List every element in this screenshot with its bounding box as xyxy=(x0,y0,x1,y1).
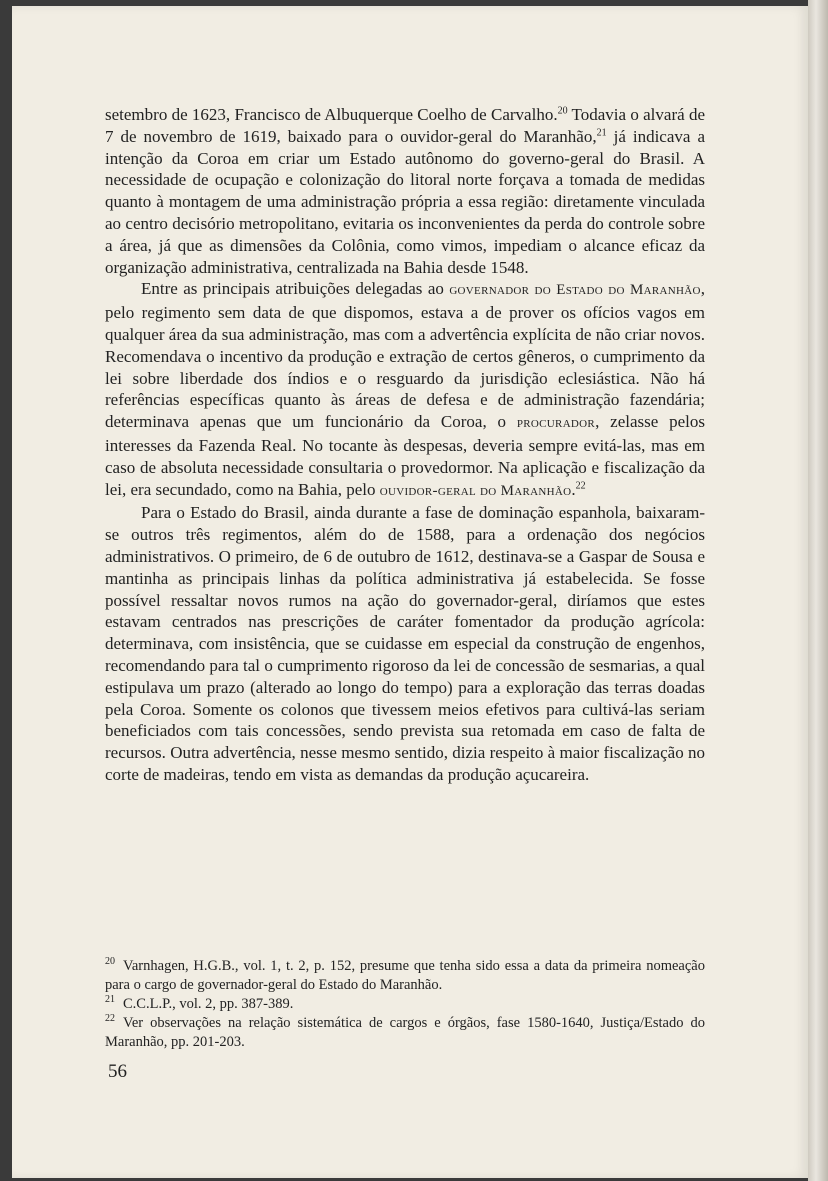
footnote-reference: 21 xyxy=(596,127,607,139)
text-run: setembro de 1623, Francisco de Albuquerque Coelho de Carvalho. xyxy=(105,105,558,124)
footnote-21 xyxy=(105,995,705,1014)
text-run: . xyxy=(571,479,576,499)
footnote-number: 22 xyxy=(105,1013,115,1025)
footnote-text: Ver observações na relação sistemática de cargos e órgãos, fase 1580-1640, Justiça/Estado do Maranhão, pp. 201-203. xyxy=(105,1015,705,1050)
footnotes xyxy=(105,957,705,1052)
page-number: 56 xyxy=(108,1061,127,1082)
book-page xyxy=(12,6,808,1178)
footnote-number: 21 xyxy=(105,994,115,1006)
footnote-text: C.C.L.P., vol. 2, pp. 387-389. xyxy=(123,996,294,1012)
text-run: Para o Estado do Brasil, ainda durante a fase de dominação espanhola, baixaram-se outros três regimentos, além do de 1588, para a ordenação dos negócios administrativos. O primeiro, de 6 de outubro de 1612, destinava-se a Gaspar de Sousa e mantinha as principais linhas da política administrativa já estabelecida. Se fosse possível ressaltar novos rumos na ação do governador-geral, diríamos que estes estavam centrados nas prescrições de caráter fomentador da produção agrícola: determinava, com insistência, que se cuidasse em especial da construção de engenhos, recomendando para tal o cumprimento rigoroso da lei de concessão de sesmarias, a qual estipulava um prazo (alterado ao longo do tempo) para a exploração das terras doadas pela Coroa. Somente os colonos que tivessem meios efetivos para cultivá-las seriam beneficiados com tais concessões, sendo prevista sua retomada em caso de falta de recursos. Outra advertência, nesse mesmo sentido, dizia respeito à maior fiscalização no corte de madeiras, tendo em vista as demandas da produção açucareira. xyxy=(105,503,705,784)
text-run: Entre as principais atribuições delegadas ao xyxy=(141,279,450,299)
paragraph-1 xyxy=(105,104,705,278)
footnote-reference: 22 xyxy=(575,479,586,491)
paragraph-2 xyxy=(105,278,705,502)
text-run: , pelo regimento sem data de que dispomos, estava a de prover os ofícios vagos em qualquer área da sua administração, mas com a advertência explícita de não criar novos. Recomendava o incentivo da produção e extração de certos gêneros, o cumprimento da lei sobre liberdade dos índios e o resguardo da jurisdição eclesiástica. Não há referências específicas quanto às áreas de defesa e de administração fazendária; determinava apenas que um funcionário da Coroa, o xyxy=(105,279,705,432)
text-run: Todavia o alvará de 7 de novembro de 1619, baixado para o ouvidor-geral do Maranhão, xyxy=(105,105,705,146)
footnote-number: 20 xyxy=(105,956,115,968)
book-page-edge xyxy=(808,0,828,1181)
small-caps-term: procurador xyxy=(516,415,596,432)
footnote-22 xyxy=(105,1014,705,1052)
footnote-reference: 20 xyxy=(557,105,568,117)
small-caps-term: governador do Estado do Maranhão xyxy=(449,282,701,299)
text-run: , zelasse pelos interesses da Fazenda Real. No tocante às despesas, deveria sempre evitá-las, mas em caso de absoluta necessidade consultaria o provedormor. Na aplicação e fiscalização da lei, era secundado, como na Bahia, pelo xyxy=(105,412,705,499)
text-run: já indicava a intenção da Coroa em criar um Estado autônomo do governo-geral do Brasil. A necessidade de ocupação e colonização do litoral norte forçava a tomada de medidas quanto à montagem de uma administração própria a essa região: diretamente vinculada ao centro decisório metropolitano, evitaria os inconvenientes da perda do controle sobre a área, já que as dimensões da Colônia, como vimos, impediam o alcance eficaz da organização administrativa, centralizada na Bahia desde 1548. xyxy=(105,126,705,277)
small-caps-term: ouvidor-geral do Maranhão xyxy=(379,482,572,499)
body-text xyxy=(105,104,705,786)
paragraph-3 xyxy=(105,502,705,785)
footnote-text: Varnhagen, H.G.B., vol. 1, t. 2, p. 152, presume que tenha sido essa a data da primeira nomeação para o cargo de governador-geral do Estado do Maranhão. xyxy=(105,958,705,993)
footnote-20 xyxy=(105,957,705,995)
